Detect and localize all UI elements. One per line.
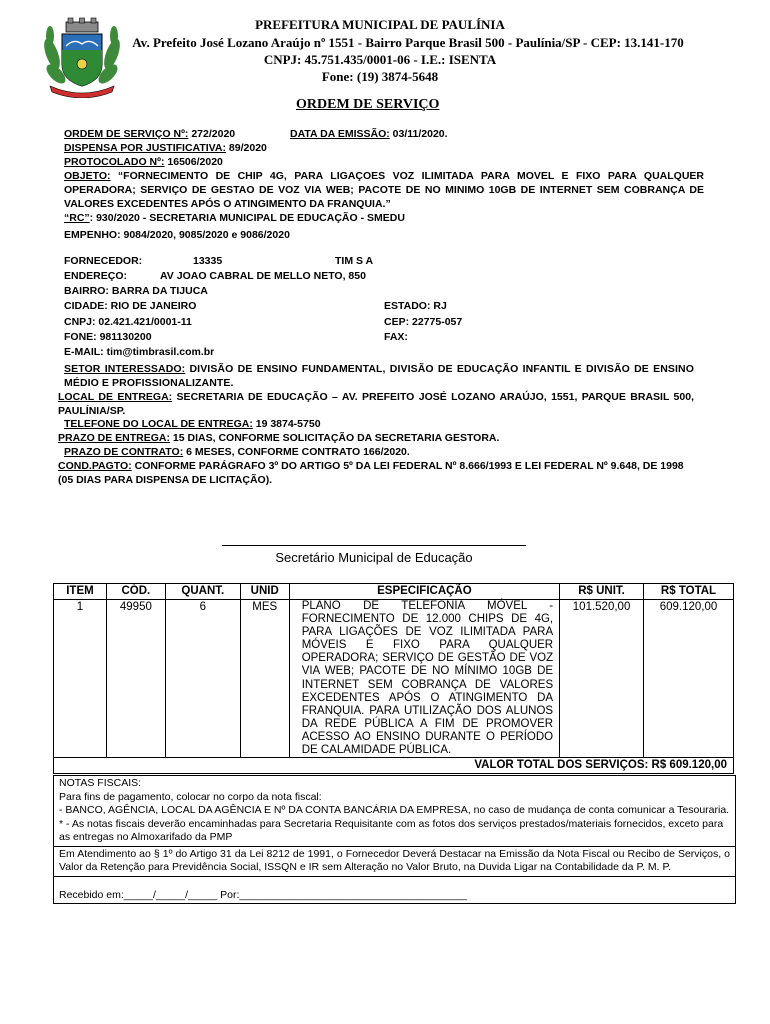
objeto-label: OBJETO: bbox=[64, 170, 111, 182]
setor-label: SETOR INTERESSADO: bbox=[64, 363, 186, 375]
fiscal-notes-section bbox=[54, 776, 735, 847]
notes-recebido: Recebido em:_____/_____/_____ Por:_______________________________________ bbox=[59, 888, 468, 901]
order-number-value: 272/2020 bbox=[188, 128, 236, 140]
cep: CEP: 22775-057 bbox=[384, 316, 463, 328]
rc-value: : 930/2020 - SECRETARIA MUNICIPAL DE EDUCAÇÃO - SMEDU bbox=[89, 212, 405, 224]
cell-unid: MES bbox=[240, 600, 289, 758]
supplier-cnpj: CNPJ: 02.421.421/0001-11 bbox=[64, 316, 192, 328]
protocolo-value: 16506/2020 bbox=[164, 156, 223, 168]
notes-line-1: Para fins de pagamento, colocar no corpo da nota fiscal: bbox=[59, 790, 322, 803]
fiscal-notes-box bbox=[53, 775, 736, 904]
dispensa-label: DISPENSA POR JUSTIFICATIVA: bbox=[64, 142, 226, 154]
fone: FONE: 981130200 bbox=[64, 331, 152, 343]
fornecedor-label: FORNECEDOR: bbox=[64, 255, 143, 267]
local-label: LOCAL DE ENTREGA: bbox=[58, 391, 173, 403]
table-total-row bbox=[54, 758, 734, 774]
header-total: R$ TOTAL bbox=[644, 584, 734, 600]
local-value: SECRETARIA DE EDUCAÇÃO – AV. PREFEITO JOSÉ LOZANO ARAÚJO, 1551, PARQUE BRASIL 500, PAULÍNIA/SP. bbox=[58, 391, 694, 417]
supplier-block bbox=[64, 254, 664, 360]
grand-total: VALOR TOTAL DOS SERVIÇOS: R$ 609.120,00 bbox=[54, 758, 734, 774]
estado: ESTADO: RJ bbox=[384, 300, 447, 312]
setor-block bbox=[64, 362, 694, 390]
order-number-label: ORDEM DE SERVIÇO Nº: bbox=[64, 128, 189, 140]
notes-atendimento: Em Atendimento ao § 1º do Artigo 31 da Lei 8212 de 1991, o Fornecedor Deverá Destacar na Emissão da Nota Fiscal ou Recibo de Serviços, o Valor da Retenção para Previdência Social, ISSQN e IR sem Alteração no Valor Bruto, na Duvida Ligar na Contabilidade da P. M. P. bbox=[54, 847, 735, 877]
items-table bbox=[53, 583, 734, 774]
header-spec: ESPECIFICAÇÃO bbox=[289, 584, 559, 600]
notes-title: NOTAS FISCAIS: bbox=[59, 777, 142, 789]
local-block bbox=[58, 390, 694, 418]
table-row bbox=[54, 600, 734, 758]
emission-date-label: DATA DA EMISSÃO: bbox=[290, 128, 390, 140]
cond-pagto-label: COND.PAGTO: bbox=[58, 460, 132, 472]
header-phone: Fone: (19) 3874-5648 bbox=[321, 69, 439, 84]
order-block bbox=[64, 127, 704, 225]
objeto-value: “FORNECIMENTO DE CHIP 4G, PARA LIGAÇOES VOZ ILIMITADA PARA MOVEL E FIXO PARA QUALQUER OPERADORA; SERVIÇO DE GESTAO DE VOZ VIA WEB; PACOTE DE NO MINIMO 10GB DE INTERNET SEM COBRANÇA DE VALORES EXCEDENTES APÓS O ATINGIMENTO DA FRANQUIA.” bbox=[64, 170, 704, 210]
prazo-contrato-line bbox=[64, 445, 410, 459]
cell-item: 1 bbox=[54, 600, 107, 758]
telefone-label: TELEFONE DO LOCAL DE ENTREGA: bbox=[64, 418, 253, 430]
header-quant: QUANT. bbox=[165, 584, 240, 600]
emission-date-value: 03/11/2020. bbox=[389, 128, 448, 140]
prazo-entrega-label: PRAZO DE ENTREGA: bbox=[58, 432, 171, 444]
telefone-value: 19 3874-5750 bbox=[252, 418, 321, 430]
page-title: ORDEM DE SERVIÇO bbox=[296, 97, 440, 112]
endereco-value: AV JOAO CABRAL DE MELLO NETO, 850 bbox=[160, 270, 366, 282]
notes-line-3: * - As notas fiscais deverão encaminhadas para Secretaria Requisitante com as fotos dos serviços prestados/materiais fornecidos, exceto para as entregas no Almoxarifado da PMP bbox=[59, 817, 724, 843]
table-header-row bbox=[54, 584, 734, 600]
dispensa-value: 89/2020 bbox=[226, 142, 267, 154]
prazo-entrega-value: 15 DIAS, CONFORME SOLICITAÇÃO DA SECRETARIA GESTORA. bbox=[170, 432, 500, 444]
notes-line-2: - BANCO, AGÊNCIA, LOCAL DA AGÊNCIA E Nº DA CONTA BANCÁRIA DA EMPRESA, no caso de mudança de conta comunicar a Tesouraria. bbox=[59, 804, 730, 816]
prazo-contrato-value: 6 MESES, CONFORME CONTRATO 166/2020. bbox=[183, 446, 410, 458]
endereco-label: ENDEREÇO: bbox=[64, 270, 128, 282]
signature-title: Secretário Municipal de Educação bbox=[275, 550, 473, 565]
rc-label: “RC” bbox=[64, 212, 90, 224]
cond-pagto-value: CONFORME PARÁGRAFO 3º DO ARTIGO 5º DA LEI FEDERAL Nº 8.666/1993 E LEI FEDERAL Nº 9.648, DE 1998 (05 DIAS PARA DISPENSA DE LICITAÇÃO). bbox=[58, 460, 684, 486]
fornecedor-code: 13335 bbox=[193, 255, 223, 267]
setor-value: DIVISÃO DE ENSINO FUNDAMENTAL, DIVISÃO DE EDUCAÇÃO INFANTIL E DIVISÃO DE ENSINO MÉDIO E PROFISSIONALIZANTE. bbox=[64, 363, 694, 389]
cell-total: 609.120,00 bbox=[644, 600, 734, 758]
header-title: PREFEITURA MUNICIPAL DE PAULÍNIA bbox=[255, 17, 505, 32]
cell-unit-price: 101.520,00 bbox=[560, 600, 644, 758]
signature-line bbox=[222, 545, 526, 546]
cell-cod: 49950 bbox=[106, 600, 165, 758]
header-unit-price: R$ UNIT. bbox=[560, 584, 644, 600]
cidade: CIDADE: RIO DE JANEIRO bbox=[64, 300, 197, 312]
protocolo-label: PROTOCOLADO Nº: bbox=[64, 156, 165, 168]
cell-quant: 6 bbox=[165, 600, 240, 758]
email: E-MAIL: tim@timbrasil.com.br bbox=[64, 346, 215, 358]
prazo-contrato-label: PRAZO DE CONTRATO: bbox=[64, 446, 184, 458]
header-unid: UNID bbox=[240, 584, 289, 600]
telefone-line bbox=[64, 417, 321, 431]
empenho: EMPENHO: 9084/2020, 9085/2020 e 9086/2020 bbox=[64, 229, 290, 241]
cell-spec: PLANO DE TELEFONIA MÓVEL - FORNECIMENTO DE 12.000 CHIPS DE 4G, PARA LIGAÇÕES DE VOZ ILIMITADA PARA MÓVEIS E FIXO PARA QUALQUER OPERADORA; SERVIÇO DE GESTÃO DE VOZ VIA WEB; PACOTE DE NO MÍNIMO 10GB DE INTERNET SEM COBRANÇA DE VALORES EXCEDENTES APÓS O ATINGIMENTO DA FRANQUIA. PARA UTILIZAÇÃO DOS ALUNOS DA REDE PÚBLICA A FIM DE PROMOVER ACESSO AO ENSINO DURANTE O PERÍODO DE CALAMIDADE PÚBLICA. bbox=[289, 600, 559, 758]
fornecedor-name: TIM S A bbox=[335, 255, 374, 267]
fax: FAX: bbox=[384, 331, 408, 343]
header-cnpj: CNPJ: 45.751.435/0001-06 - I.E.: ISENTA bbox=[263, 52, 497, 67]
header-address: Av. Prefeito José Lozano Araújo nº 1551 - Bairro Parque Brasil 500 - Paulínia/SP - CEP: 13.141-170 bbox=[132, 35, 684, 50]
cond-pagto-block bbox=[58, 459, 698, 487]
header-cod: CÓD. bbox=[106, 584, 165, 600]
header-item: ITEM bbox=[54, 584, 107, 600]
prazo-entrega-line bbox=[58, 431, 499, 445]
bairro: BAIRRO: BARRA DA TIJUCA bbox=[64, 285, 208, 297]
